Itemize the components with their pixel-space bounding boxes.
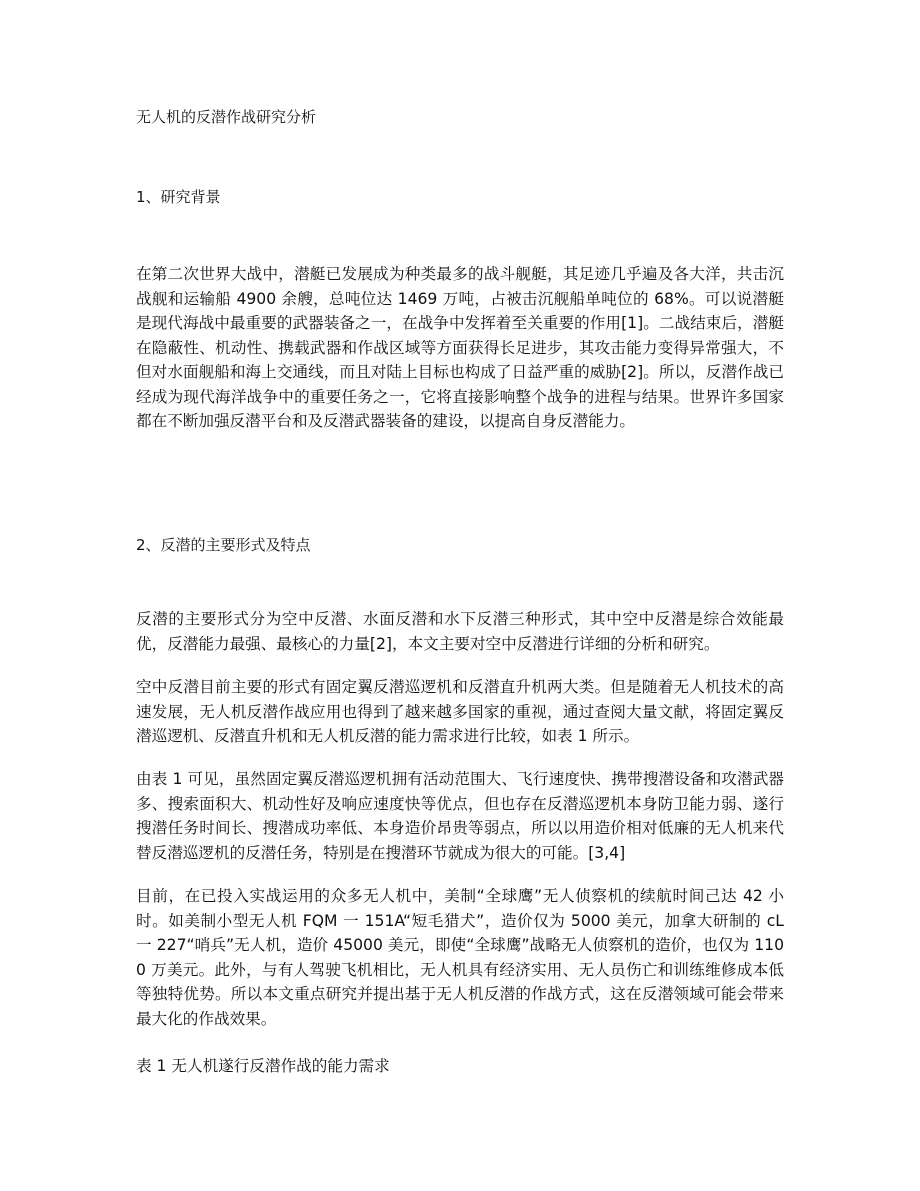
paragraph-forms-intro: 反潜的主要形式分为空中反潜、水面反潜和水下反潜三种形式，其中空中反潜是综合效能最优，反潜能力最强、最核心的力量[2]，本文主要对空中反潜进行详细的分析和研究。 — [136, 610, 784, 653]
section-heading-background: 1、研究背景 — [136, 188, 221, 206]
section-heading-forms: 2、反潜的主要形式及特点 — [136, 536, 311, 554]
paragraph-table-analysis: 由表 1 可见，虽然固定翼反潜巡逻机拥有活动范围大、飞行速度快、携带搜潜设备和攻潜武器多、搜索面积大、机动性好及响应速度快等优点，但也存在反潜巡逻机本身防卫能力弱、遂行搜潜任务时间长、搜潜成功率低、本身造价昂贵等弱点，所以以用造价相对低廉的无人机来代替反潜巡逻机的反潜任务，特别是在搜潜环节就成为很大的可能。[3,4] — [136, 770, 784, 862]
paragraph-uav-cost: 目前，在已投入实战运用的众多无人机中，美制“全球鹰”无人侦察机的续航时间己达 42 小时。如美制小型无人机 FQM 一 151A“短毛猎犬”，造价仅为 5000 美元，加拿大研制的 cL 一 227“哨兵”无人机，造价 45000 美元，即使“全球鹰”战略无人侦察机的造价，也仅为 1100 万美元。此外，与有人驾驶飞机相比，无人机具有经济实用、无人员伤亡和训练维修成本低等独特优势。所以本文重点研究并提出基于无人机反潜的作战方式，这在反潜领域可能会带来最大化的作战效果。 — [136, 887, 784, 1028]
paragraph-air-asw: 空中反潜目前主要的形式有固定翼反潜巡逻机和反潜直升机两大类。但是随着无人机技术的高速发展，无人机反潜作战应用也得到了越来越多国家的重视，通过查阅大量文献，将固定翼反潜巡逻机、反潜直升机和无人机反潜的能力需求进行比较，如表 1 所示。 — [136, 678, 784, 745]
paragraph-background: 在第二次世界大战中，潜艇已发展成为种类最多的战斗舰艇，其足迹几乎遍及各大洋，共击沉战舰和运输船 4900 余艘，总吨位达 1469 万吨，占被击沉舰船单吨位的 68%。可以说潜艇是现代海战中最重要的武器装备之一，在战争中发挥着至关重要的作用[1]。二战结束后，潜艇在隐蔽性、机动性、携载武器和作战区域等方面获得长足进步，其攻击能力变得异常强大，不但对水面舰船和海上交通线，而且对陆上目标也构成了日益严重的威胁[2]。所以，反潜作战已经成为现代海洋战争中的重要任务之一，它将直接影响整个战争的进程与结果。世界许多国家都在不断加强反潜平台和及反潜武器装备的建设，以提高自身反潜能力。 — [136, 265, 784, 430]
table-caption: 表 1 无人机遂行反潜作战的能力需求 — [136, 1057, 390, 1075]
document-title: 无人机的反潜作战研究分析 — [136, 108, 317, 126]
